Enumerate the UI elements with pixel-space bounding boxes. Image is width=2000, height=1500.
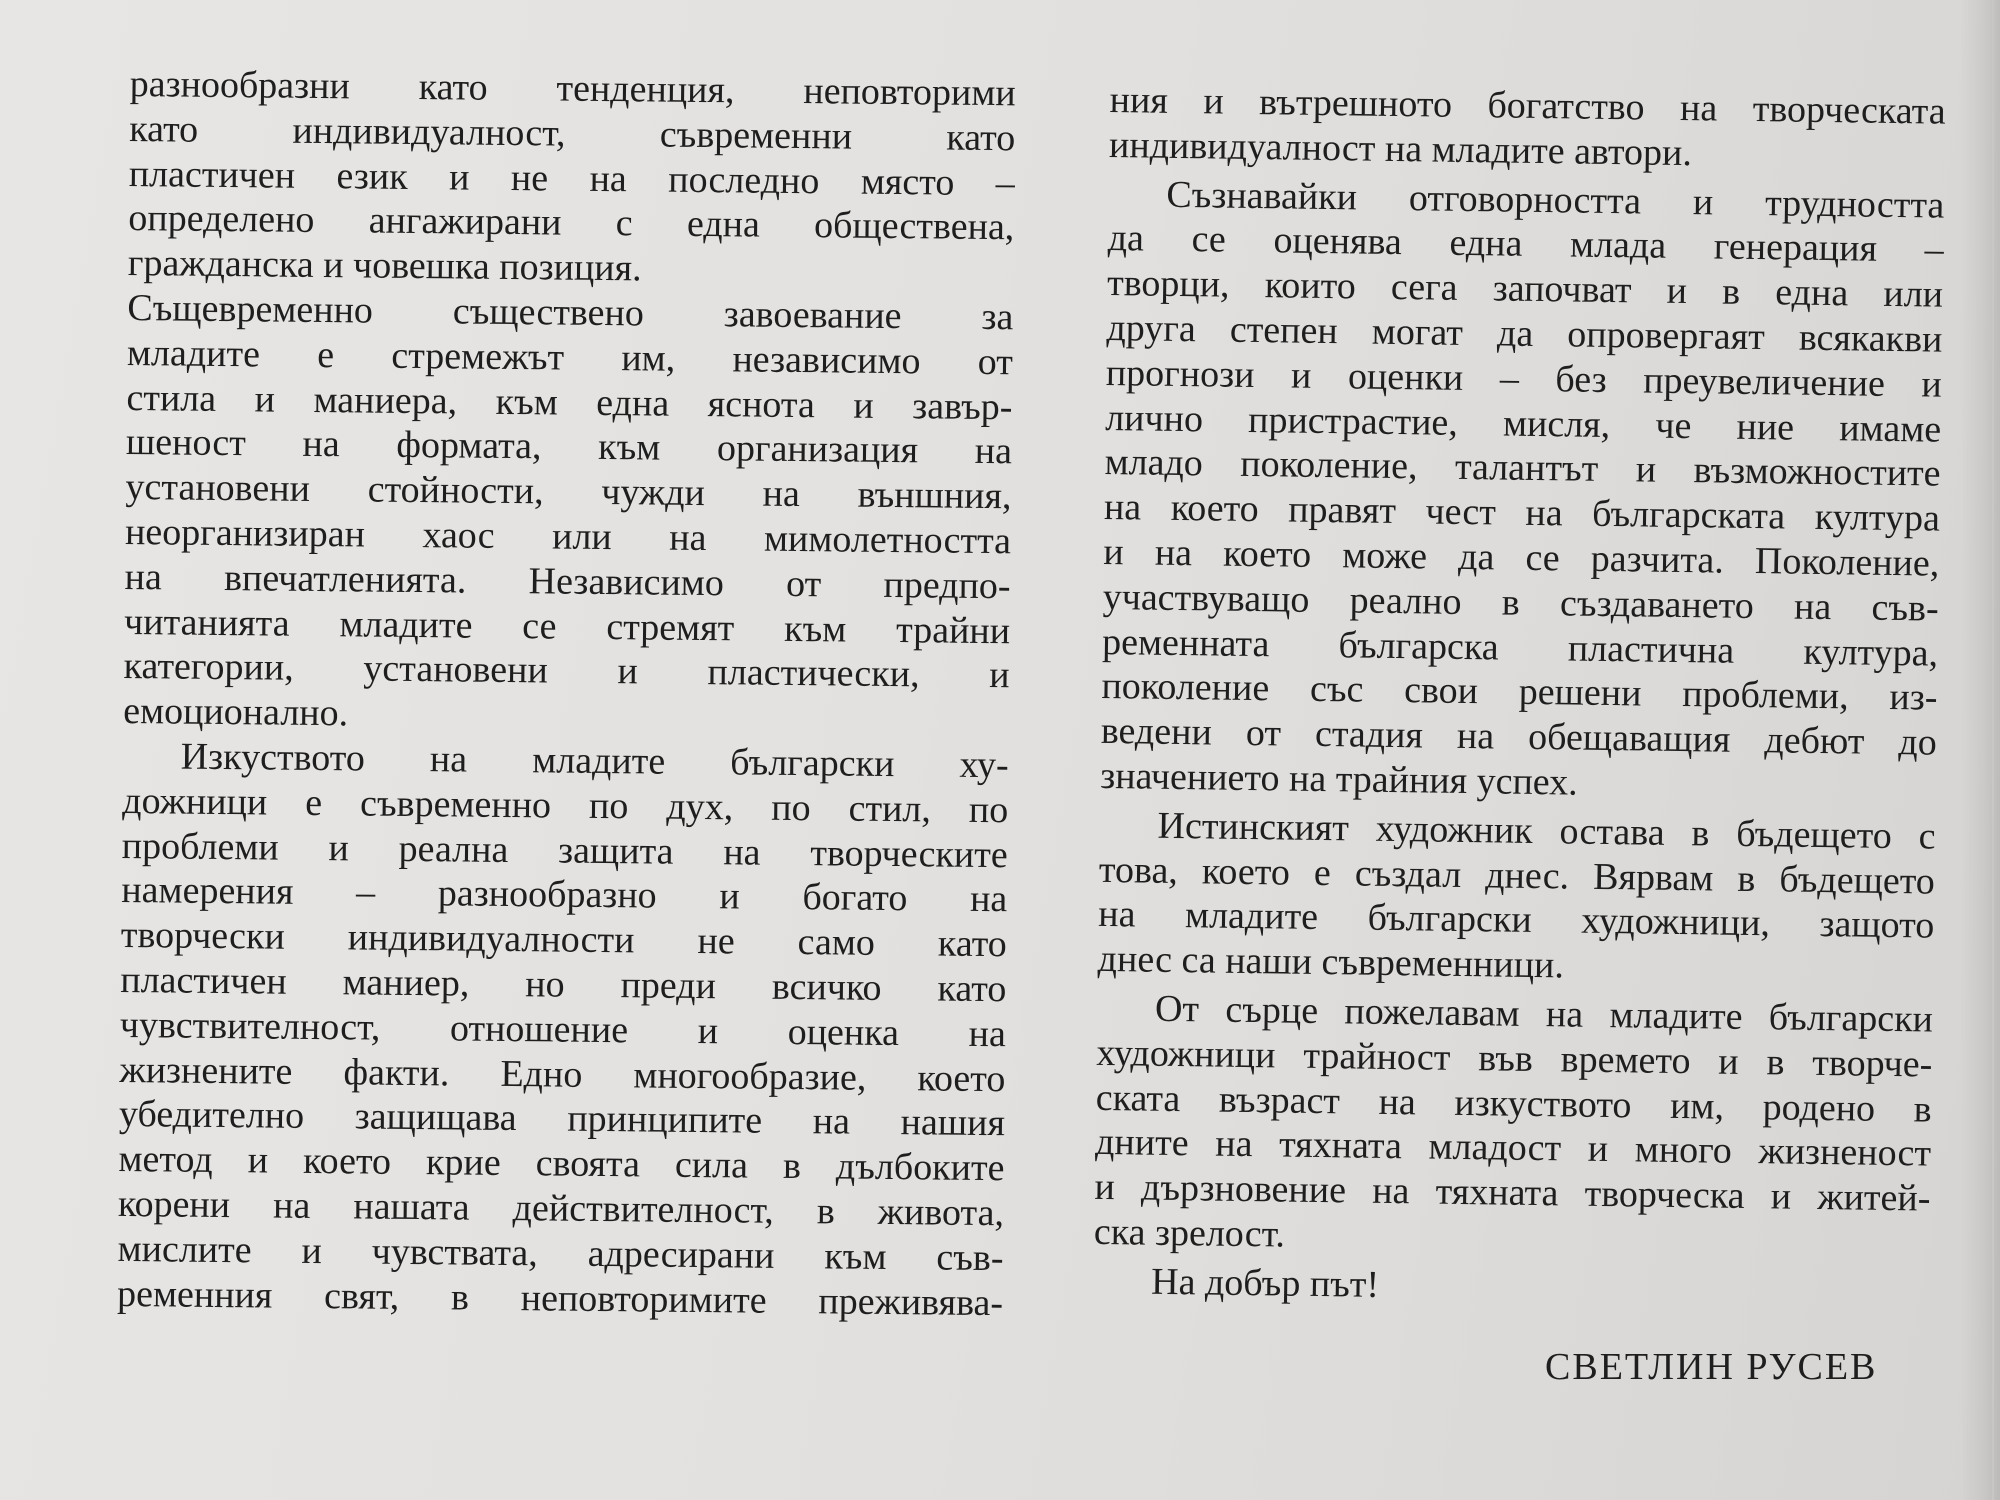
text-line: разнообразни като тенденция, неповторими bbox=[129, 62, 1016, 115]
text-line: дожници е съвременно по дух, по стил, по bbox=[122, 779, 1009, 831]
text-line: метод и което крие своята сила в дълбоките bbox=[118, 1138, 1005, 1190]
text-line: дните на тяхната младост и много жизненост bbox=[1094, 1121, 1932, 1175]
text-line: поколение със свои решени проблеми, из- bbox=[1101, 665, 1938, 719]
text-line: значението на трайния успех. bbox=[1099, 754, 1579, 804]
text-line: пластичен маниер, но преди всичко като bbox=[120, 958, 1007, 1011]
text-line: ведени от стадия на обещаващия дебют до bbox=[1100, 710, 1938, 764]
text-line: проблеми и реална защита на творческите bbox=[121, 824, 1008, 876]
text-line: корени на нашата действителност, в живота, bbox=[117, 1182, 1005, 1235]
text-line: Изкуството на младите български ху- bbox=[180, 735, 1009, 787]
page-edge-shadow bbox=[1960, 0, 2000, 1500]
text-line: определено ангажирани с една обществена, bbox=[128, 197, 1015, 249]
text-line: младо поколение, талантът и възможностите bbox=[1104, 441, 1941, 496]
text-line: ската възраст на изкуството им, родено в bbox=[1095, 1076, 1932, 1131]
text-line: От сърце пожелавам на младите български bbox=[1154, 987, 1934, 1041]
text-line: ска зрелост. bbox=[1093, 1210, 1286, 1256]
text-line: и на което може да се разчита. Поколение, bbox=[1103, 530, 1940, 585]
text-line: гражданска и човешка позиция. bbox=[127, 242, 642, 290]
text-line: шеност на формата, към организация на bbox=[125, 421, 1013, 473]
text-line: Същевременно съществено завоевание за bbox=[127, 286, 1014, 339]
text-line: друга степен могат да опровергаят всякакви bbox=[1106, 306, 1943, 361]
text-line: пластичен език и не на последно място – bbox=[128, 152, 1016, 204]
text-line: участвуващо реално в създаването на съв- bbox=[1102, 575, 1939, 630]
text-line: на впечатленията. Независимо от предпо- bbox=[124, 555, 1011, 608]
text-line: днес са наши съвременници. bbox=[1097, 938, 1565, 987]
text-line: творци, които сега започват и в една или bbox=[1106, 262, 1944, 316]
text-line: ния и вътрешното богатство на творческата bbox=[1109, 78, 1946, 133]
text-line: творчески индивидуалности не само като bbox=[120, 914, 1008, 966]
text-line: и дързновение на тяхната творческа и житей- bbox=[1094, 1166, 1931, 1220]
text-line: чувствителност, отношение и оценка на bbox=[119, 1003, 1007, 1055]
text-line: установени стойности, чужди на външния, bbox=[125, 466, 1012, 518]
text-line: жизнените факти. Едно многообразие, което bbox=[119, 1048, 1006, 1100]
text-line: читанията младите се стремят към трайни bbox=[123, 600, 1011, 652]
text-line: лично пристрастие, мисля, че ние имаме bbox=[1104, 396, 1942, 451]
text-line: ременния свят, в неповторимите преживява- bbox=[116, 1272, 1004, 1324]
text-line: стила и маниера, към една яснота и завър- bbox=[126, 376, 1013, 428]
right-text-column bbox=[1093, 78, 1946, 1315]
text-line: художници трайност във времето и в творче- bbox=[1096, 1031, 1933, 1086]
text-line: това, което е създал днес. Вярвам в бъдещето bbox=[1098, 848, 1936, 903]
text-line: прогнози и оценки – без преувеличение и bbox=[1105, 351, 1943, 406]
text-line: да се оценява една млада генерация – bbox=[1107, 217, 1944, 272]
text-line: като индивидуалност, съвременни като bbox=[129, 107, 1016, 160]
text-line: индивидуалност на младите автори. bbox=[1108, 123, 1693, 174]
text-line: убедително защищава принципите на нашия bbox=[118, 1093, 1006, 1145]
author-signature: СВЕТЛИН РУСЕВ bbox=[1545, 1346, 1878, 1388]
text-line: емоционално. bbox=[122, 690, 349, 735]
text-line: Съзнавайки отговорността и трудността bbox=[1166, 173, 1945, 227]
text-line: на младите български художници, защото bbox=[1098, 893, 1935, 947]
text-line: мислите и чувствата, адресирани към съв- bbox=[117, 1227, 1004, 1279]
text-line: намерения – разнообразно и богато на bbox=[121, 869, 1008, 921]
left-text-column bbox=[117, 62, 1016, 1326]
text-line: На добър път! bbox=[1150, 1260, 1380, 1306]
text-line: категории, установени и пластически, и bbox=[123, 645, 1010, 697]
page-edge bbox=[1992, 0, 1994, 1500]
text-line: младите е стремежът им, независимо от bbox=[126, 331, 1014, 384]
text-line: неорганизиран хаос или на мимолетността bbox=[124, 510, 1012, 563]
text-line: ременната българска пластична култура, bbox=[1101, 620, 1939, 675]
text-line: Истинският художник остава в бъдещето с bbox=[1157, 804, 1936, 858]
text-line: на което правят чест на българската култура bbox=[1103, 486, 1941, 540]
